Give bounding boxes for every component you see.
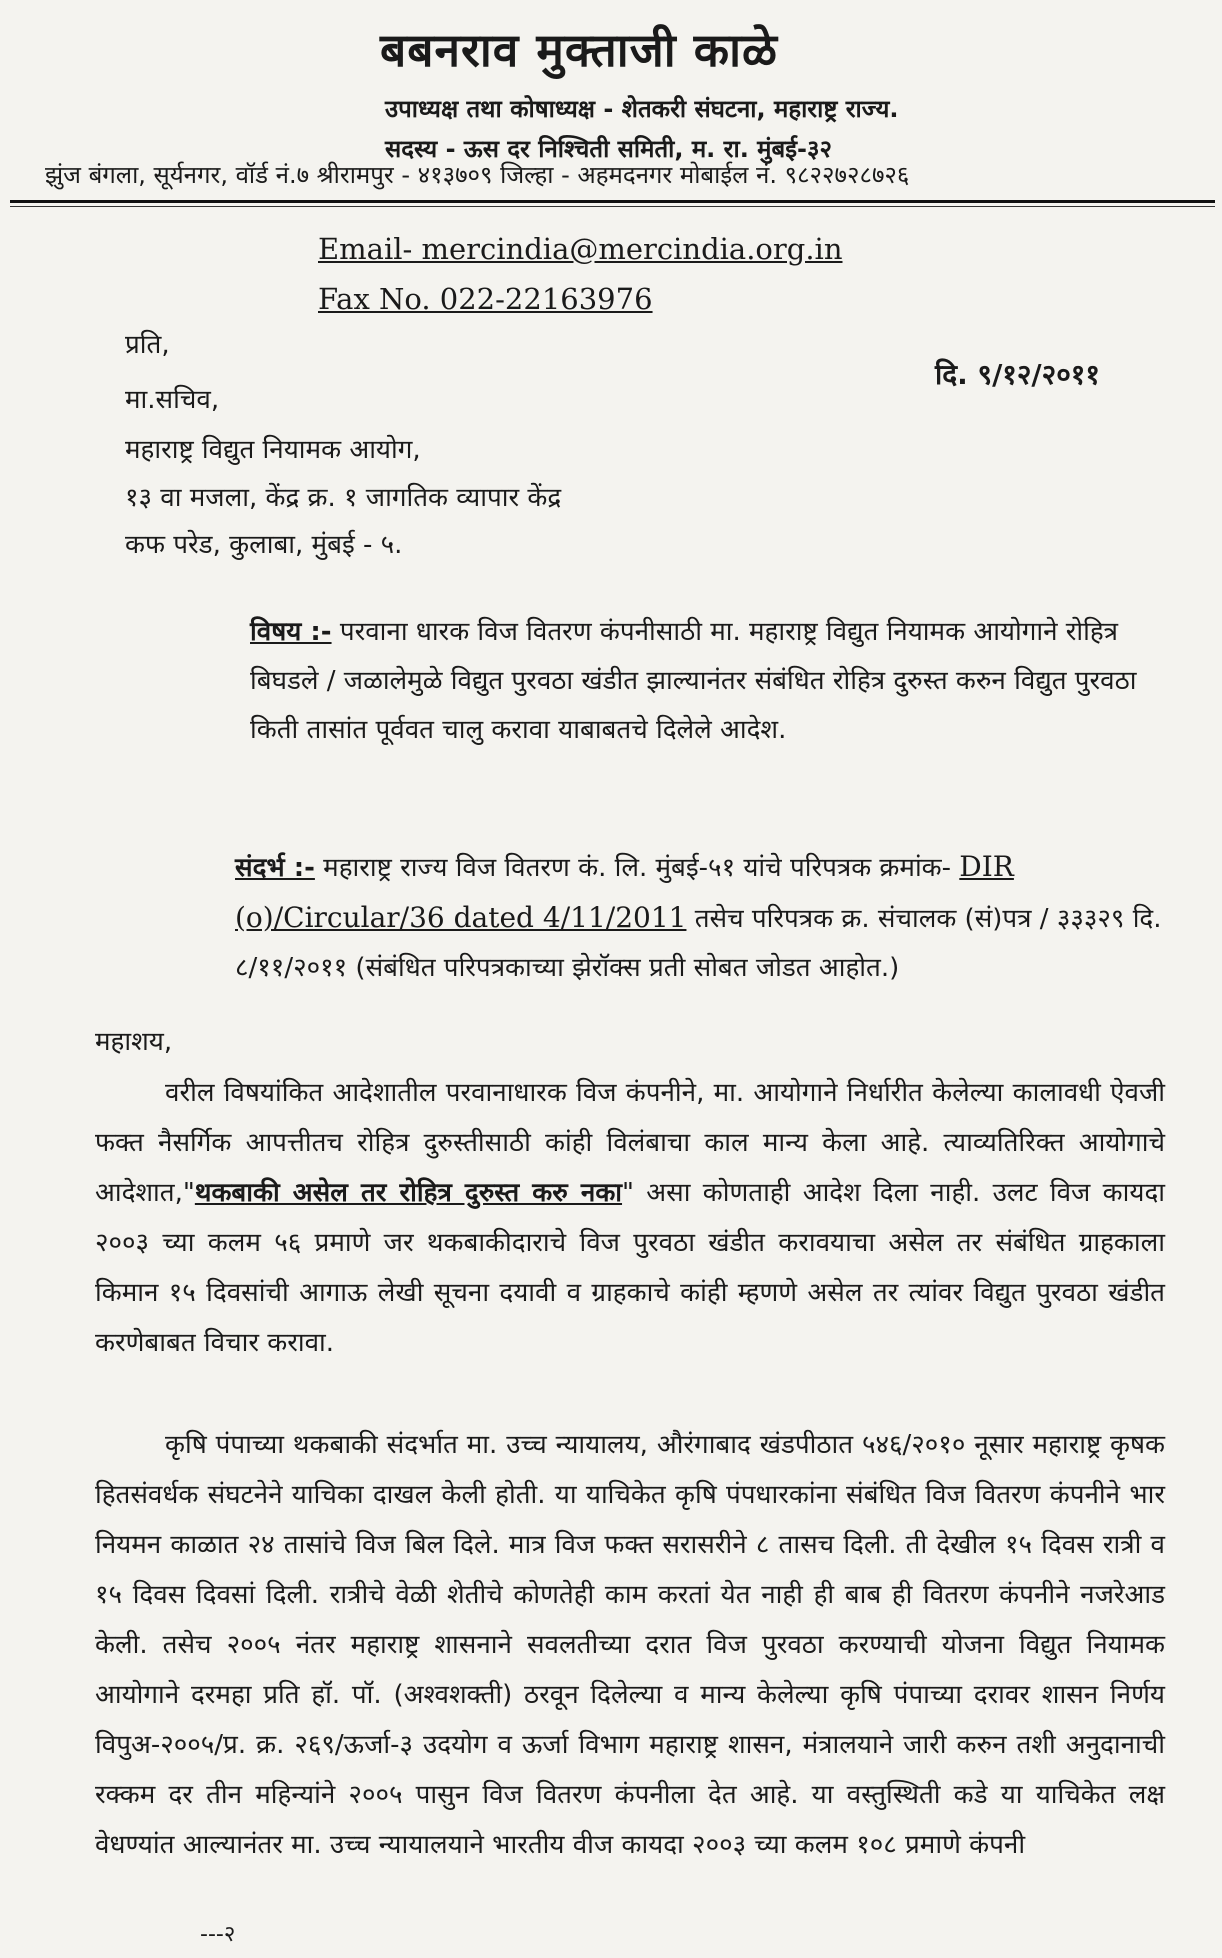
letter-date: दि. ९/१२/२०११: [935, 358, 1100, 391]
paragraph-2: कृषि पंपाच्या थकबाकी संदर्भात मा. उच्च न्यायालय, औरंगाबाद खंडपीठात ५४६/२०१० नूसार महाराष्ट्र कृषक हितसंवर्धक संघटनेने याचिका दाखल केली होती. या याचिकेत कृषि पंपधारकांना संबंधित विज वितरण कंपनीने भार नियमन काळात २४ तासांचे विज बिल दिले. मात्र विज फक्त सरासरीने ८ तासच दिली. ती देखील १५ दिवस रात्री व १५ दिवस दिवसां दिली. रात्रीचे वेळी शेतीचे कोणतेही काम करतां येत नाही ही बाब ही वितरण कंपनीने नजरेआड केली. तसेच २००५ नंतर महाराष्ट्र शासनाने सवलतीच्या दरात विज पुरवठा करण्याची योजना विद्युत नियामक आयोगाने दरमहा प्रति हॉ. पॉ. (अश्वशक्ती) ठरवून दिलेल्या व मान्य केलेल्या कृषि पंपाच्या दरावर शासन निर्णय विपुअ-२००५/प्र. क्र. २६९/ऊर्जा-३ उदयोग व ऊर्जा विभाग महाराष्ट्र शासन, मंत्रालयाने जारी करुन तशी अनुदानाची रक्कम दर तीन महिन्यांने २००५ पासुन विज वितरण कंपनीला देत आहे. या वस्तुस्थिती कडे या याचिकेत लक्ष वेधण्यांत आल्यानंतर मा. उच्च न्यायालयाने भारतीय वीज कायदा २००३ च्या कलम १०८ प्रमाणे कंपनी: [95, 1430, 1165, 1860]
header-rule: [10, 200, 1215, 203]
salutation: महाशय,: [95, 1027, 173, 1057]
header-rule-thin: [10, 206, 1215, 207]
recipient-address-2: कफ परेड, कुलाबा, मुंबई - ५.: [125, 530, 403, 560]
reference-label: संदर्भ :-: [235, 853, 315, 883]
reference-block: [235, 842, 1165, 993]
subject-block: [250, 608, 1170, 755]
sender-membership: सदस्य - ऊस दर निश्चिती समिती, म. रा. मुंबई-३२: [385, 135, 832, 163]
recipient-title: मा.सचिव,: [125, 385, 220, 415]
paragraph-1-text-a: वरील विषयांकित आदेशातील परवानाधारक विज कंपनीने, मा. आयोगाने निर्धारीत केलेल्या कालावधी ऐवजी फक्त नैसर्गिक आपत्तीतच रोहित्र दुरुस्तीसाठी कांही विलंबाचा काल मान्य केला आहे. त्याव्यतिरिक्त आयोगाचे आदेशात,": [95, 1078, 1165, 1208]
reference-circular: DIR (o)/Circular/36 dated 4/11/2011: [235, 850, 1014, 934]
subject-label: विषय :-: [250, 617, 332, 647]
paragraph-1: [95, 1068, 1165, 1368]
sender-address: झुंज बंगला, सूर्यनगर, वॉर्ड नं.७ श्रीरामपुर - ४१३७०९ जिल्हा - अहमदनगर मोबाईल नं. ९८२२७२८७२६: [45, 161, 910, 189]
paragraph-1-quote: थकबाकी असेल तर रोहित्र दुरुस्त करु नका: [194, 1178, 623, 1208]
sender-name: बबनराव मुक्ताजी काळे: [380, 23, 778, 77]
paragraph-1-text-b: " असा कोणताही आदेश दिला नाही. उलट विज कायदा २००३ च्या कलम ५६ प्रमाणे जर थकबाकीदाराचे विज पुरवठा खंडीत करावयाचा असेल तर संबंधित ग्राहकाला किमान १५ दिवसांची आगाऊ लेखी सूचना दयावी व ग्राहकाचे कांही म्हणणे असेल तर त्यांवर विद्युत पुरवठा खंडीत करणेबाबत विचार करावा.: [95, 1178, 1165, 1358]
reference-text-2: तसेच परिपत्रक क्र. संचालक (सं)पत्र / ३३३२९ दि. ८/११/२०११ (संबंधित परिपत्रकाच्या झेरॉक्स प्रती सोबत जोडत आहोत.): [235, 904, 1162, 983]
reference-text-1: महाराष्ट्र राज्य विज वितरण कं. लि. मुंबई-५१ यांचे परिपत्रक क्रमांक-: [323, 853, 952, 883]
sender-designation: उपाध्यक्ष तथा कोषाध्यक्ष - शेतकरी संघटना, महाराष्ट्र राज्य.: [385, 95, 899, 123]
email-line: Email- mercindia@mercindia.org.in: [318, 232, 843, 266]
subject-text: परवाना धारक विज वितरण कंपनीसाठी मा. महाराष्ट्र विद्युत नियामक आयोगाने रोहित्र बिघडले / जळालेमुळे विद्युत पुरवठा खंडीत झाल्यानंतर संबंधित रोहित्र दुरुस्त करुन विद्युत पुरवठा किती तासांत पूर्ववत चालु करावा याबाबतचे दिलेले आदेश.: [250, 617, 1137, 745]
recipient-office: महाराष्ट्र विद्युत नियामक आयोग,: [125, 435, 421, 465]
recipient-address-1: १३ वा मजला, केंद्र क्र. १ जागतिक व्यापार केंद्र: [125, 483, 562, 513]
recipient-prati: प्रति,: [125, 330, 170, 360]
fax-line: Fax No. 022-22163976: [318, 282, 653, 316]
page-marker: ---२: [200, 1922, 236, 1947]
